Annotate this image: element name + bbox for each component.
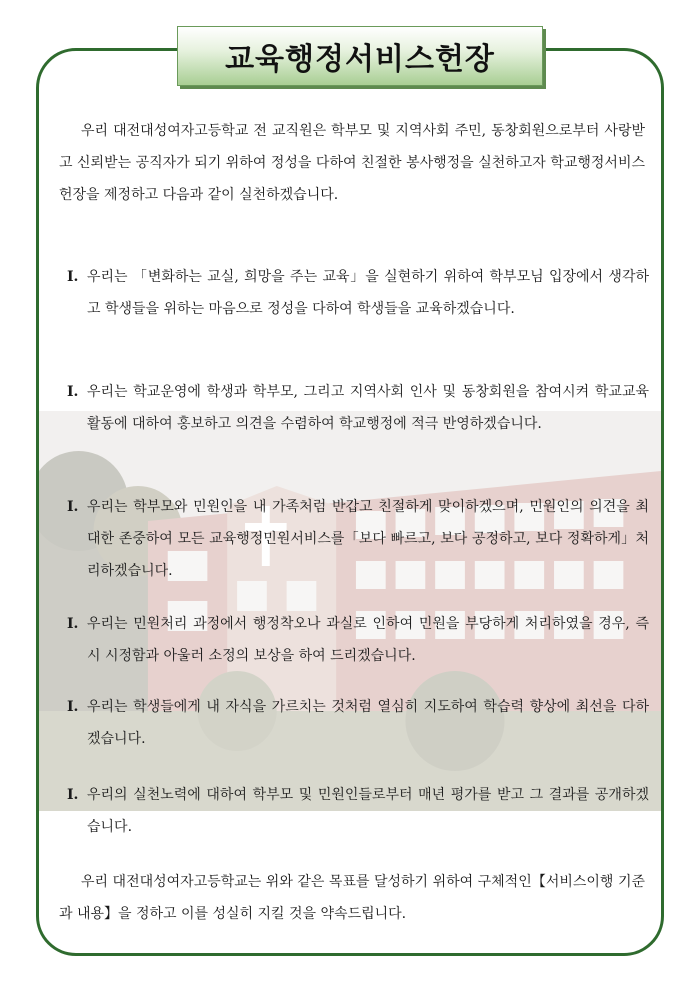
intro-paragraph: 우리 대전대성여자고등학교 전 교직원은 학부모 및 지역사회 주민, 동창회원으로부터 사랑받고 신뢰받는 공직자가 되기 위하여 정성을 다하여 친절한 봉사행정을 실천하고자 학교행정서비스헌장을 제정하고 다음과 같이 실천하겠습니다. — [59, 123, 645, 203]
item-marker: Ⅰ. — [67, 616, 79, 632]
list-item — [59, 608, 649, 672]
charter-frame — [36, 48, 664, 956]
list-item — [59, 491, 649, 587]
outro-paragraph: 우리 대전대성여자고등학교는 위와 같은 목표를 달성하기 위하여 구체적인【서비스이행 기준과 내용】을 정하고 이를 성실히 지킬 것을 약속드립니다. — [59, 874, 645, 922]
list-item — [59, 376, 649, 440]
charter-content — [39, 51, 661, 953]
item-marker: Ⅰ. — [67, 269, 79, 285]
item-marker: Ⅰ. — [67, 499, 79, 515]
title-banner — [177, 26, 543, 86]
item-marker: Ⅰ. — [67, 699, 79, 715]
item-text: 우리는 「변화하는 교실, 희망을 주는 교육」을 실현하기 위하여 학부모님 입장에서 생각하고 학생들을 위하는 마음으로 정성을 다하여 학생들을 교육하겠습니다. — [87, 269, 649, 317]
item-text: 우리의 실천노력에 대하여 학부모 및 민원인들로부터 매년 평가를 받고 그 결과를 공개하겠습니다. — [87, 787, 649, 835]
page-title: 교육행정서비스헌장 — [225, 42, 495, 77]
item-marker: Ⅰ. — [67, 787, 79, 803]
item-text: 우리는 학교운영에 학생과 학부모, 그리고 지역사회 인사 및 동창회원을 참여시켜 학교교육활동에 대하여 홍보하고 의견을 수렴하여 학교행정에 적극 반영하겠습니다. — [87, 384, 649, 432]
item-text: 우리는 학생들에게 내 자식을 가르치는 것처럼 열심히 지도하여 학습력 향상에 최선을 다하겠습니다. — [87, 699, 649, 747]
list-item — [59, 691, 649, 755]
item-text: 우리는 학부모와 민원인을 내 가족처럼 반갑고 친절하게 맞이하겠으며, 민원인의 의견을 최대한 존중하여 모든 교육행정민원서비스를「보다 빠르고, 보다 공정하고, 보다 정확하게」처리하겠습니다. — [87, 499, 649, 579]
list-item — [59, 261, 649, 325]
list-item — [59, 779, 649, 843]
item-marker: Ⅰ. — [67, 384, 79, 400]
item-text: 우리는 민원처리 과정에서 행정착오나 과실로 인하여 민원을 부당하게 처리하였을 경우, 즉시 시정함과 아울러 소정의 보상을 하여 드리겠습니다. — [87, 616, 649, 664]
